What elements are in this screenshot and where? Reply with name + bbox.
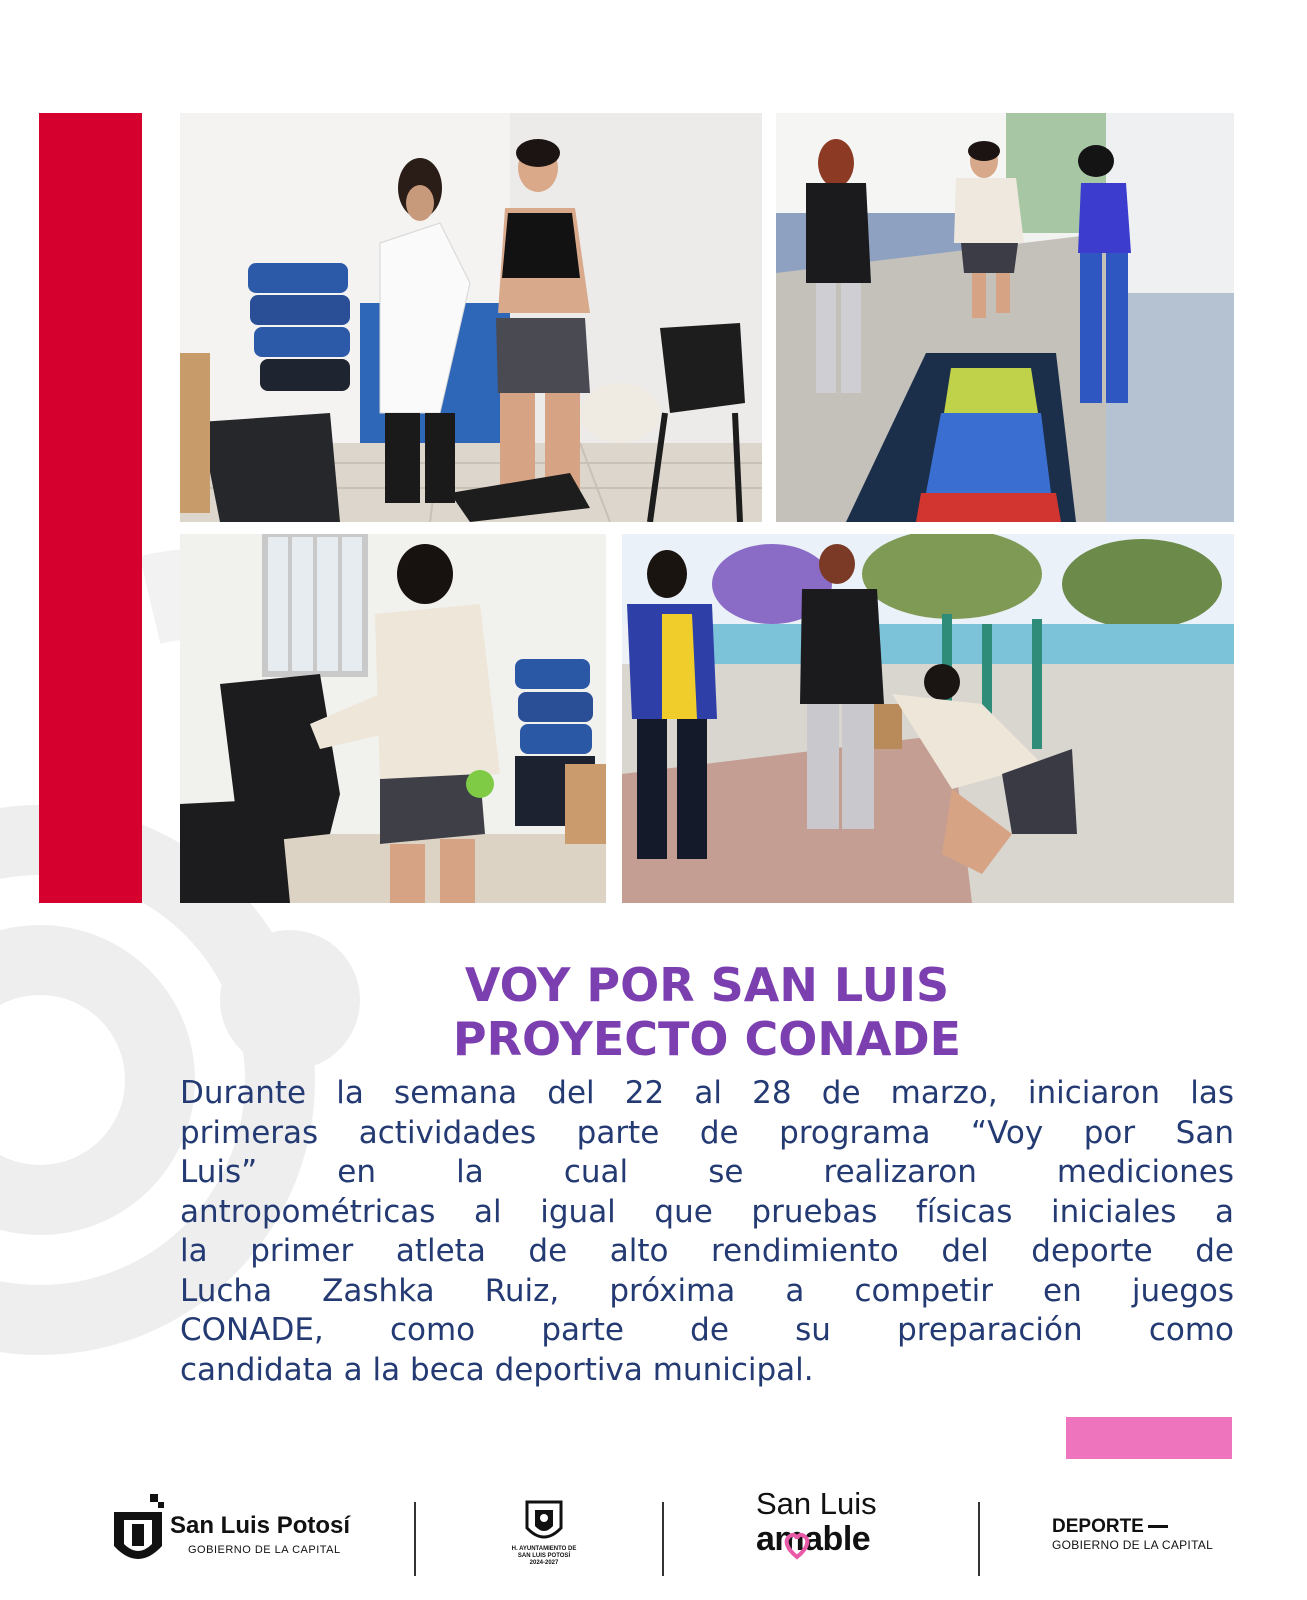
ayto-line-2: SAN LUIS POTOSÍ [517,1553,571,1559]
san-luis-amable-logo [752,1486,912,1576]
photo-jump-test [776,113,1234,522]
ayto-line-1: H. AYUNTAMIENTO DE [511,1546,577,1552]
deporte-title-text: DEPORTE [1052,1516,1144,1537]
body-line: antropométricas al igual que pruebas físicas iniciales a [180,1193,1234,1230]
photo-measurement-room [180,113,762,522]
photo-squat-test [622,534,1234,903]
body-line: la primer atleta de alto rendimiento del deporte de [180,1233,1234,1269]
headline-line-1: VOY POR SAN LUIS [464,958,950,1012]
red-accent-bar [39,113,142,903]
amable-line-2: amable [756,1520,871,1558]
footer-divider [662,1502,664,1576]
coat-of-arms-icon [110,1494,166,1574]
deporte-logo [1052,1516,1232,1566]
body-line: Durante la semana del 22 al 28 de marzo, iniciaron las [180,1075,1234,1111]
ayto-line-3: 2024-2027 [529,1560,559,1566]
headline-line-2: PROYECTO CONADE [452,1012,962,1066]
footer-divider [978,1502,980,1576]
body-line: Luis” en la cual se realizaron mediciones [180,1154,1234,1190]
body-line: primeras actividades parte de programa “Voy por San [180,1114,1234,1151]
body-line: Lucha Zashka Ruiz, próxima a competir en juegos [180,1272,1234,1309]
body-line: candidata a la beca deportiva municipal. [180,1351,814,1388]
footer-divider [414,1502,416,1576]
san-luis-potosi-logo [110,1494,350,1574]
slp-name: San Luis Potosí [170,1512,351,1539]
body-paragraph [180,1074,1234,1390]
footer-logos [0,1480,1307,1590]
pink-accent-bar [1066,1417,1232,1459]
amable-line-1: San Luis [756,1486,877,1521]
ayuntamiento-logo [494,1498,594,1578]
slp-subtitle: GOBIERNO DE LA CAPITAL [188,1544,341,1556]
deporte-subtitle: GOBIERNO DE LA CAPITAL [1052,1538,1214,1552]
municipal-seal-icon [523,1498,565,1546]
heart-icon [782,1530,812,1560]
photo-chair-exercise [180,534,606,903]
body-line: CONADE, como parte de su preparación como [180,1312,1234,1348]
deporte-title [1052,1516,1232,1538]
dash-icon [1148,1525,1168,1528]
